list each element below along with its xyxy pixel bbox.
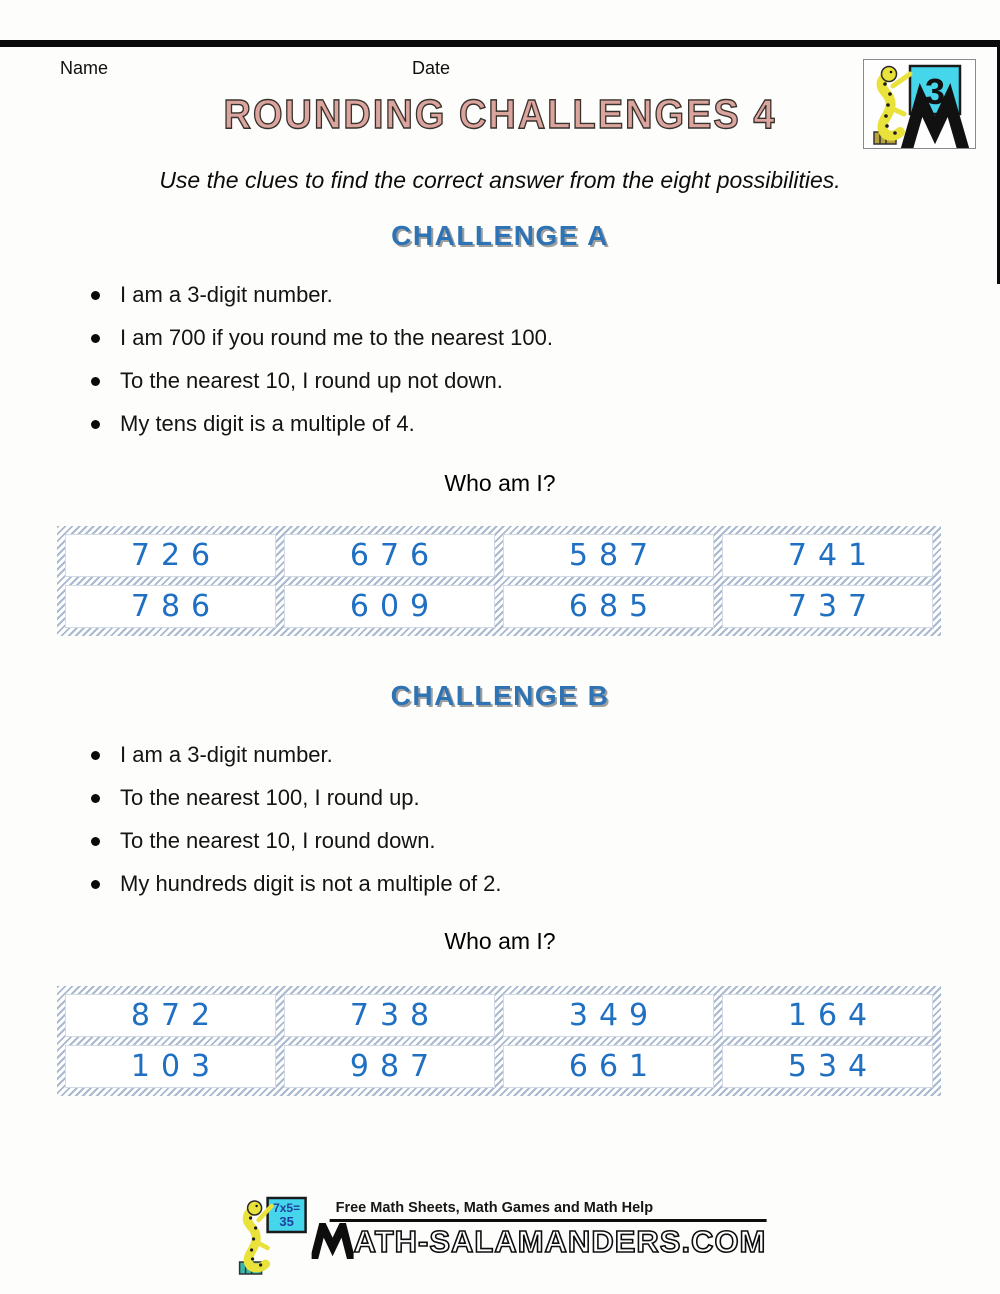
option-cell: 872: [65, 994, 276, 1037]
option-cell: 587: [503, 534, 714, 577]
option-cell: 726: [65, 534, 276, 577]
option-cell: 534: [722, 1045, 933, 1088]
footer-brand: [234, 1196, 767, 1276]
option-cell: 738: [284, 994, 495, 1037]
page-title: ROUNDING CHALLENGES 4: [223, 92, 777, 138]
option-cell: 661: [503, 1045, 714, 1088]
footer-m-logo-icon: [312, 1223, 354, 1259]
footer-tagline: Free Math Sheets, Math Games and Math Help: [335, 1200, 654, 1216]
option-cell: 164: [722, 994, 933, 1037]
clue-item: I am a 3-digit number.: [88, 742, 868, 768]
challenge-a-heading: CHALLENGE A: [391, 220, 609, 251]
instruction-text: Use the clues to find the correct answer from the eight possibilities.: [159, 167, 841, 193]
option-cell: 786: [65, 585, 276, 628]
option-cell: 685: [503, 585, 714, 628]
clue-item: My tens digit is a multiple of 4.: [88, 411, 868, 437]
clue-item: To the nearest 100, I round up.: [88, 785, 868, 811]
challenge-a-clues: [88, 282, 868, 454]
clue-item: To the nearest 10, I round up not down.: [88, 368, 868, 394]
challenge-a-options-table: [57, 526, 941, 636]
option-cell: 676: [284, 534, 495, 577]
clue-item: I am 700 if you round me to the nearest 100.: [88, 325, 868, 351]
option-cell: 349: [503, 994, 714, 1037]
board-equation-line2: 35: [279, 1214, 294, 1229]
challenge-b-question: Who am I?: [444, 928, 556, 954]
option-cell: 741: [722, 534, 933, 577]
option-cell: 987: [284, 1045, 495, 1088]
challenge-b-clues: [88, 742, 868, 914]
top-double-rule: [0, 40, 1000, 47]
clue-item: My hundreds digit is not a multiple of 2.: [88, 871, 868, 897]
footer-site-row: [312, 1223, 767, 1259]
challenge-b-options-table: [57, 986, 941, 1096]
clue-item: I am a 3-digit number.: [88, 282, 868, 308]
board-equation-line1: 7x5=: [273, 1201, 301, 1215]
footer-text-block: [312, 1196, 767, 1259]
footer-salamander: [247, 1201, 271, 1268]
option-cell: 103: [65, 1045, 276, 1088]
challenge-a-question: Who am I?: [444, 470, 556, 496]
footer-site-name: ATH-SALAMANDERS.COM: [353, 1224, 767, 1259]
challenge-b-heading: CHALLENGE B: [390, 680, 610, 711]
date-field-label: Date: [412, 58, 451, 78]
option-cell: 609: [284, 585, 495, 628]
footer-rule: [330, 1219, 767, 1222]
footer-salamander-icon: [234, 1196, 310, 1276]
clue-item: To the nearest 10, I round down.: [88, 828, 868, 854]
option-cell: 737: [722, 585, 933, 628]
name-field-label: Name: [60, 58, 109, 78]
badge-number: 3: [924, 71, 946, 112]
